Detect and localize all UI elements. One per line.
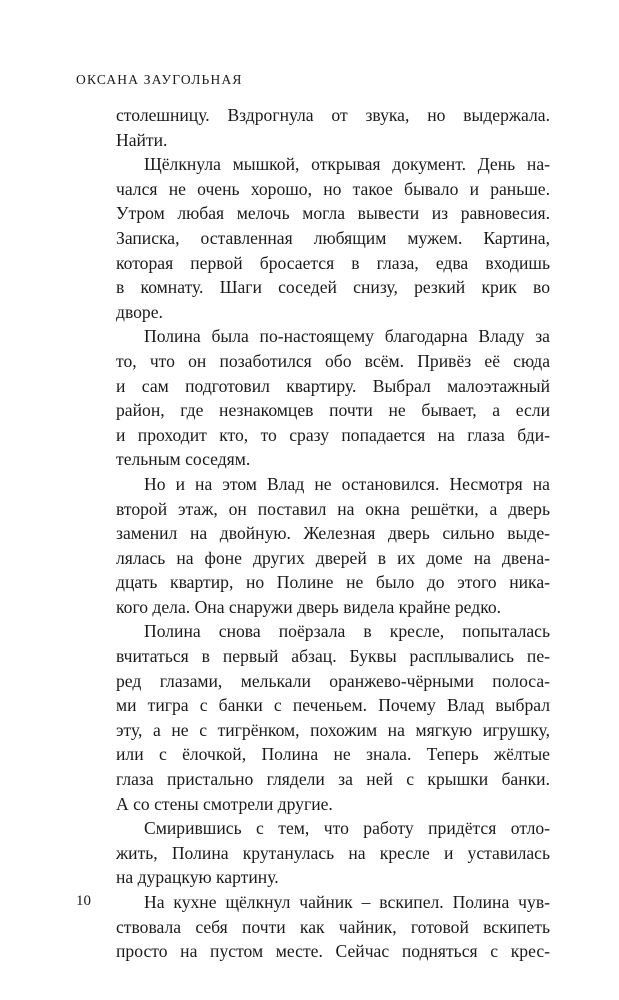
text-line: заменил на двойную. Железная дверь сильно выде- bbox=[116, 523, 550, 544]
text-line: и проходит кто, то сразу попадается на глаза бди- bbox=[116, 424, 550, 445]
text-line: которая первой бросается в глаза, едва входишь bbox=[116, 252, 550, 273]
text-line: лялась на фоне других дверей в их доме на двена- bbox=[116, 547, 550, 568]
text-line: Смирившись с тем, что работу придётся отло- bbox=[144, 818, 550, 839]
text-line: то, что он позаботился обо всём. Привёз её сюда bbox=[116, 350, 550, 371]
text-line: жить, Полина крутанулась на кресле и уставилась bbox=[116, 842, 550, 863]
text-line: ствовала себя почти как чайник, готовой вскипеть bbox=[116, 916, 550, 937]
text-line: вчитаться в первый абзац. Буквы расплывались пе- bbox=[116, 646, 550, 667]
text-line: столешницу. Вздрогнула от звука, но выдержала. bbox=[116, 105, 550, 125]
body-text bbox=[116, 103, 550, 964]
text-line: район, где незнакомцев почти не бывает, а если bbox=[116, 400, 550, 421]
text-line: А со стены смотрели другие. bbox=[116, 793, 333, 814]
text-line: Найти. bbox=[116, 129, 168, 150]
text-line: и сам подготовил квартиру. Выбрал малоэтажный bbox=[116, 375, 550, 396]
text-line: второй этаж, он поставил на окна решётки, а дверь bbox=[116, 498, 550, 519]
text-line: Полина была по-настоящему благодарна Владу за bbox=[144, 326, 550, 347]
text-line: кого дела. Она снаружи дверь видела крайне редко. bbox=[116, 596, 502, 617]
text-line: ми тигра с банки с печеньем. Почему Влад выбрал bbox=[116, 695, 550, 716]
text-line: на дурацкую картину. bbox=[116, 867, 279, 888]
text-line: ред глазами, мелькали оранжево-чёрными полоса- bbox=[116, 670, 550, 691]
text-line: Полина снова поёрзала в кресле, попыталась bbox=[144, 621, 550, 642]
text-line: дворе. bbox=[116, 301, 163, 322]
text-line: Щёлкнула мышкой, открывая документ. День на- bbox=[144, 154, 550, 175]
text-line: глаза пристально глядели за ней с крышки банки. bbox=[116, 769, 550, 790]
text-line: тельным соседям. bbox=[116, 449, 251, 470]
text-line: чался не очень хорошо, но такое бывало и раньше. bbox=[116, 178, 550, 199]
page-number: 10 bbox=[76, 893, 91, 909]
running-header: ОКСАНА ЗАУГОЛЬНАЯ bbox=[76, 72, 243, 87]
text-line: просто на пустом месте. Сейчас подняться с крес- bbox=[116, 941, 550, 962]
text-line: На кухне щёлкнул чайник – вскипел. Полина чув- bbox=[144, 892, 550, 912]
text-line: Утром любая мелочь могла вывести из равновесия. bbox=[116, 203, 550, 224]
text-line: Записка, оставленная любящим мужем. Картина, bbox=[116, 227, 550, 248]
text-line: или с ёлочкой, Полина не знала. Теперь жёлтые bbox=[116, 744, 550, 765]
text-line: в комнату. Шаги соседей снизу, резкий крик во bbox=[116, 277, 550, 298]
text-line: эту, а не с тигрёнком, похожим на мягкую игрушку, bbox=[116, 719, 550, 740]
text-line: дцать квартир, но Полине не было до этого ника- bbox=[116, 572, 550, 593]
text-line: Но и на этом Влад не остановился. Несмотря на bbox=[144, 473, 550, 494]
